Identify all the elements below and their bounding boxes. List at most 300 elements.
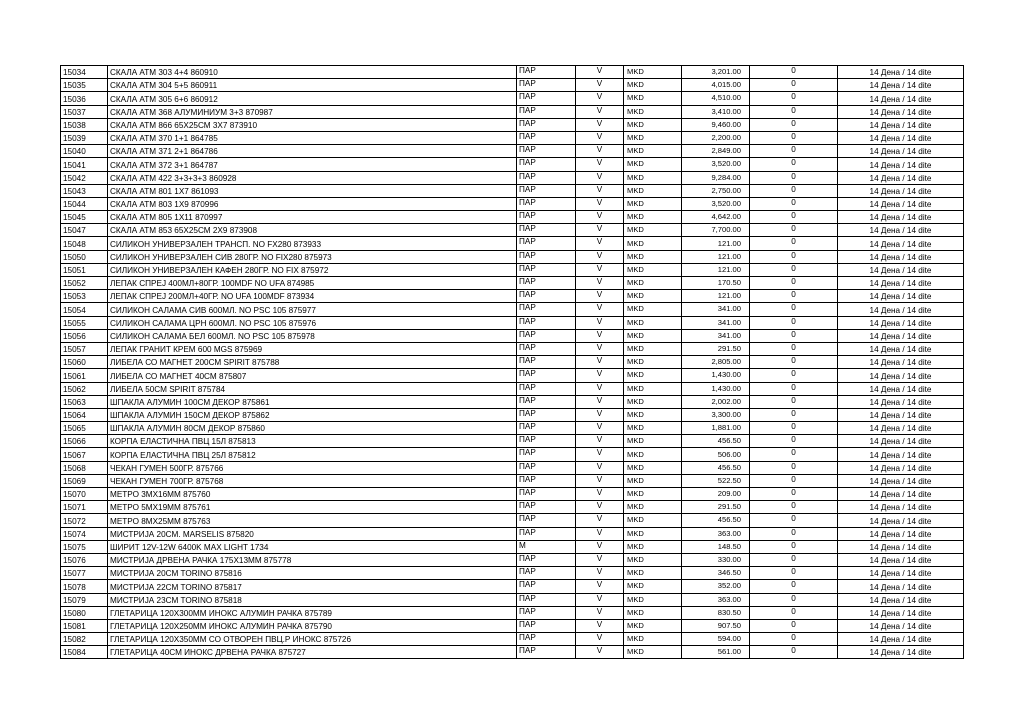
item-name-cell: ШПАКЛА АЛУМИН 100СМ ДЕКОР 875861 xyxy=(108,395,517,408)
item-name-cell: ЛЕПАК СПРЕЈ 200МЛ+40ГР. NO UFA 100MDF 873934 xyxy=(108,290,517,303)
delivery-term-cell: 14 Дена / 14 dite xyxy=(838,606,964,619)
item-name-cell: СКАЛА АТМ 853 65Х25СМ 2Х9 873908 xyxy=(108,224,517,237)
vat-mark-cell: V xyxy=(576,408,624,421)
item-name-cell: СИЛИКОН САЛАМА ЦРН 600МЛ. NO PSC 105 875976 xyxy=(108,316,517,329)
currency-cell: MKD xyxy=(624,197,682,210)
vat-mark-cell: V xyxy=(576,619,624,632)
price-cell: 561.00 xyxy=(682,646,750,659)
delivery-term-cell: 14 Дена / 14 dite xyxy=(838,408,964,421)
table-row xyxy=(61,527,964,540)
unit-cell: ПАР xyxy=(517,619,576,632)
item-name-cell: СКАЛА АТМ 371 2+1 864786 xyxy=(108,145,517,158)
item-name-cell: СКАЛА АТМ 801 1Х7 861093 xyxy=(108,184,517,197)
price-cell: 121.00 xyxy=(682,237,750,250)
price-cell: 594.00 xyxy=(682,633,750,646)
unit-cell: ПАР xyxy=(517,567,576,580)
item-name-cell: СКАЛА АТМ 370 1+1 864785 xyxy=(108,131,517,144)
vat-mark-cell: V xyxy=(576,171,624,184)
price-cell: 341.00 xyxy=(682,303,750,316)
quantity-cell: 0 xyxy=(750,158,838,171)
item-code-cell: 15079 xyxy=(61,593,108,606)
currency-cell: MKD xyxy=(624,356,682,369)
delivery-term-cell: 14 Дена / 14 dite xyxy=(838,356,964,369)
price-cell: 1,881.00 xyxy=(682,422,750,435)
item-code-cell: 15075 xyxy=(61,540,108,553)
price-cell: 506.00 xyxy=(682,448,750,461)
price-cell: 3,520.00 xyxy=(682,197,750,210)
item-name-cell: ГЛЕТАРИЦА 120Х250ММ ИНОКС АЛУМИН РАЧКА 875790 xyxy=(108,619,517,632)
table-row xyxy=(61,237,964,250)
unit-cell: ПАР xyxy=(517,382,576,395)
item-name-cell: ШПАКЛА АЛУМИН 80СМ ДЕКОР 875860 xyxy=(108,422,517,435)
vat-mark-cell: V xyxy=(576,224,624,237)
item-code-cell: 15072 xyxy=(61,514,108,527)
table-row xyxy=(61,408,964,421)
item-code-cell: 15066 xyxy=(61,435,108,448)
item-code-cell: 15061 xyxy=(61,369,108,382)
delivery-term-cell: 14 Дена / 14 dite xyxy=(838,92,964,105)
vat-mark-cell: V xyxy=(576,158,624,171)
currency-cell: MKD xyxy=(624,92,682,105)
unit-cell: ПАР xyxy=(517,211,576,224)
unit-cell: ПАР xyxy=(517,395,576,408)
item-code-cell: 15045 xyxy=(61,211,108,224)
quantity-cell: 0 xyxy=(750,184,838,197)
quantity-cell: 0 xyxy=(750,382,838,395)
vat-mark-cell: V xyxy=(576,448,624,461)
price-cell: 1,430.00 xyxy=(682,382,750,395)
price-cell: 121.00 xyxy=(682,290,750,303)
item-code-cell: 15084 xyxy=(61,646,108,659)
currency-cell: MKD xyxy=(624,263,682,276)
item-name-cell: ЛИБЕЛА СО МАГНЕТ 40СМ 875807 xyxy=(108,369,517,382)
price-cell: 209.00 xyxy=(682,488,750,501)
item-code-cell: 15071 xyxy=(61,501,108,514)
unit-cell: ПАР xyxy=(517,580,576,593)
table-row xyxy=(61,633,964,646)
table-row xyxy=(61,619,964,632)
item-name-cell: СКАЛА АТМ 422 3+3+3+3 860928 xyxy=(108,171,517,184)
unit-cell: ПАР xyxy=(517,79,576,92)
unit-cell: ПАР xyxy=(517,488,576,501)
vat-mark-cell: V xyxy=(576,290,624,303)
table-row xyxy=(61,382,964,395)
delivery-term-cell: 14 Дена / 14 dite xyxy=(838,646,964,659)
price-cell: 4,642.00 xyxy=(682,211,750,224)
price-cell: 1,430.00 xyxy=(682,369,750,382)
table-row xyxy=(61,79,964,92)
table-row xyxy=(61,646,964,659)
currency-cell: MKD xyxy=(624,303,682,316)
item-code-cell: 15035 xyxy=(61,79,108,92)
currency-cell: MKD xyxy=(624,422,682,435)
item-code-cell: 15074 xyxy=(61,527,108,540)
quantity-cell: 0 xyxy=(750,79,838,92)
price-cell: 341.00 xyxy=(682,316,750,329)
vat-mark-cell: V xyxy=(576,395,624,408)
price-cell: 330.00 xyxy=(682,553,750,566)
delivery-term-cell: 14 Дена / 14 dite xyxy=(838,197,964,210)
currency-cell: MKD xyxy=(624,224,682,237)
currency-cell: MKD xyxy=(624,540,682,553)
currency-cell: MKD xyxy=(624,646,682,659)
unit-cell: М xyxy=(517,540,576,553)
item-code-cell: 15056 xyxy=(61,329,108,342)
unit-cell: ПАР xyxy=(517,461,576,474)
item-name-cell: СКАЛА АТМ 305 6+6 860912 xyxy=(108,92,517,105)
delivery-term-cell: 14 Дена / 14 dite xyxy=(838,448,964,461)
unit-cell: ПАР xyxy=(517,237,576,250)
currency-cell: MKD xyxy=(624,633,682,646)
delivery-term-cell: 14 Дена / 14 dite xyxy=(838,633,964,646)
currency-cell: MKD xyxy=(624,553,682,566)
delivery-term-cell: 14 Дена / 14 dite xyxy=(838,395,964,408)
quantity-cell: 0 xyxy=(750,145,838,158)
price-cell: 3,410.00 xyxy=(682,105,750,118)
vat-mark-cell: V xyxy=(576,316,624,329)
item-name-cell: СИЛИКОН УНИВЕРЗАЛЕН СИВ 280ГР. NO FIX280 875973 xyxy=(108,250,517,263)
price-cell: 2,805.00 xyxy=(682,356,750,369)
delivery-term-cell: 14 Дена / 14 dite xyxy=(838,211,964,224)
item-code-cell: 15052 xyxy=(61,277,108,290)
quantity-cell: 0 xyxy=(750,277,838,290)
vat-mark-cell: V xyxy=(576,66,624,79)
price-cell: 4,015.00 xyxy=(682,79,750,92)
price-cell: 830.50 xyxy=(682,606,750,619)
unit-cell: ПАР xyxy=(517,356,576,369)
quantity-cell: 0 xyxy=(750,501,838,514)
currency-cell: MKD xyxy=(624,290,682,303)
quantity-cell: 0 xyxy=(750,606,838,619)
table-row xyxy=(61,250,964,263)
quantity-cell: 0 xyxy=(750,408,838,421)
unit-cell: ПАР xyxy=(517,633,576,646)
quantity-cell: 0 xyxy=(750,197,838,210)
delivery-term-cell: 14 Дена / 14 dite xyxy=(838,514,964,527)
vat-mark-cell: V xyxy=(576,382,624,395)
currency-cell: MKD xyxy=(624,171,682,184)
delivery-term-cell: 14 Дена / 14 dite xyxy=(838,250,964,263)
unit-cell: ПАР xyxy=(517,527,576,540)
currency-cell: MKD xyxy=(624,316,682,329)
delivery-term-cell: 14 Дена / 14 dite xyxy=(838,488,964,501)
delivery-term-cell: 14 Дена / 14 dite xyxy=(838,342,964,355)
delivery-term-cell: 14 Дена / 14 dite xyxy=(838,422,964,435)
item-name-cell: ЛЕПАК ГРАНИТ КРЕМ 600 MGS 875969 xyxy=(108,342,517,355)
table-row xyxy=(61,197,964,210)
item-code-cell: 15080 xyxy=(61,606,108,619)
delivery-term-cell: 14 Дена / 14 dite xyxy=(838,501,964,514)
unit-cell: ПАР xyxy=(517,514,576,527)
delivery-term-cell: 14 Дена / 14 dite xyxy=(838,171,964,184)
price-cell: 3,520.00 xyxy=(682,158,750,171)
currency-cell: MKD xyxy=(624,514,682,527)
table-row xyxy=(61,501,964,514)
price-cell: 2,200.00 xyxy=(682,131,750,144)
quantity-cell: 0 xyxy=(750,461,838,474)
vat-mark-cell: V xyxy=(576,263,624,276)
currency-cell: MKD xyxy=(624,580,682,593)
delivery-term-cell: 14 Дена / 14 dite xyxy=(838,369,964,382)
currency-cell: MKD xyxy=(624,66,682,79)
item-name-cell: СКАЛА АТМ 372 3+1 864787 xyxy=(108,158,517,171)
delivery-term-cell: 14 Дена / 14 dite xyxy=(838,593,964,606)
price-cell: 170.50 xyxy=(682,277,750,290)
currency-cell: MKD xyxy=(624,329,682,342)
price-cell: 9,460.00 xyxy=(682,118,750,131)
currency-cell: MKD xyxy=(624,79,682,92)
unit-cell: ПАР xyxy=(517,92,576,105)
delivery-term-cell: 14 Дена / 14 dite xyxy=(838,118,964,131)
currency-cell: MKD xyxy=(624,369,682,382)
item-name-cell: ЧЕКАН ГУМЕН 700ГР. 875768 xyxy=(108,474,517,487)
vat-mark-cell: V xyxy=(576,250,624,263)
table-row xyxy=(61,303,964,316)
item-name-cell: СКАЛА АТМ 805 1Х11 870997 xyxy=(108,211,517,224)
table-row xyxy=(61,395,964,408)
vat-mark-cell: V xyxy=(576,606,624,619)
item-name-cell: ШПАКЛА АЛУМИН 150СМ ДЕКОР 875862 xyxy=(108,408,517,421)
delivery-term-cell: 14 Дена / 14 dite xyxy=(838,66,964,79)
quantity-cell: 0 xyxy=(750,369,838,382)
delivery-term-cell: 14 Дена / 14 dite xyxy=(838,303,964,316)
vat-mark-cell: V xyxy=(576,593,624,606)
unit-cell: ПАР xyxy=(517,145,576,158)
item-code-cell: 15076 xyxy=(61,553,108,566)
quantity-cell: 0 xyxy=(750,474,838,487)
unit-cell: ПАР xyxy=(517,501,576,514)
vat-mark-cell: V xyxy=(576,105,624,118)
price-cell: 148.50 xyxy=(682,540,750,553)
item-code-cell: 15036 xyxy=(61,92,108,105)
unit-cell: ПАР xyxy=(517,263,576,276)
vat-mark-cell: V xyxy=(576,145,624,158)
quantity-cell: 0 xyxy=(750,619,838,632)
table-row xyxy=(61,435,964,448)
item-code-cell: 15067 xyxy=(61,448,108,461)
delivery-term-cell: 14 Дена / 14 dite xyxy=(838,290,964,303)
quantity-cell: 0 xyxy=(750,448,838,461)
price-cell: 121.00 xyxy=(682,250,750,263)
item-name-cell: МИСТРИЈА 22СМ TORINO 875817 xyxy=(108,580,517,593)
vat-mark-cell: V xyxy=(576,474,624,487)
delivery-term-cell: 14 Дена / 14 dite xyxy=(838,277,964,290)
currency-cell: MKD xyxy=(624,619,682,632)
item-code-cell: 15043 xyxy=(61,184,108,197)
item-name-cell: ГЛЕТАРИЦА 120Х350ММ СО ОТВОРЕН ПВЦ.Р ИНОКС 875726 xyxy=(108,633,517,646)
unit-cell: ПАР xyxy=(517,553,576,566)
unit-cell: ПАР xyxy=(517,250,576,263)
unit-cell: ПАР xyxy=(517,105,576,118)
delivery-term-cell: 14 Дена / 14 dite xyxy=(838,474,964,487)
quantity-cell: 0 xyxy=(750,118,838,131)
delivery-term-cell: 14 Дена / 14 dite xyxy=(838,329,964,342)
table-row xyxy=(61,329,964,342)
unit-cell: ПАР xyxy=(517,316,576,329)
price-cell: 341.00 xyxy=(682,329,750,342)
quantity-cell: 0 xyxy=(750,66,838,79)
delivery-term-cell: 14 Дена / 14 dite xyxy=(838,553,964,566)
item-code-cell: 15040 xyxy=(61,145,108,158)
currency-cell: MKD xyxy=(624,408,682,421)
quantity-cell: 0 xyxy=(750,395,838,408)
quantity-cell: 0 xyxy=(750,92,838,105)
currency-cell: MKD xyxy=(624,250,682,263)
table-row xyxy=(61,606,964,619)
item-name-cell: СКАЛА АТМ 303 4+4 860910 xyxy=(108,66,517,79)
delivery-term-cell: 14 Дена / 14 dite xyxy=(838,158,964,171)
quantity-cell: 0 xyxy=(750,422,838,435)
currency-cell: MKD xyxy=(624,461,682,474)
table-row xyxy=(61,356,964,369)
table-row xyxy=(61,224,964,237)
table-row xyxy=(61,474,964,487)
unit-cell: ПАР xyxy=(517,448,576,461)
table-row xyxy=(61,118,964,131)
item-name-cell: СКАЛА АТМ 866 65Х25СМ 3Х7 873910 xyxy=(108,118,517,131)
table-row xyxy=(61,105,964,118)
item-name-cell: ШИРИТ 12V-12W 6400K MAX LIGHT 1734 xyxy=(108,540,517,553)
table-body xyxy=(61,66,964,659)
currency-cell: MKD xyxy=(624,382,682,395)
unit-cell: ПАР xyxy=(517,277,576,290)
item-code-cell: 15070 xyxy=(61,488,108,501)
item-code-cell: 15051 xyxy=(61,263,108,276)
item-code-cell: 15034 xyxy=(61,66,108,79)
currency-cell: MKD xyxy=(624,105,682,118)
table-row xyxy=(61,580,964,593)
item-code-cell: 15068 xyxy=(61,461,108,474)
vat-mark-cell: V xyxy=(576,277,624,290)
item-code-cell: 15039 xyxy=(61,131,108,144)
quantity-cell: 0 xyxy=(750,435,838,448)
table-row xyxy=(61,567,964,580)
unit-cell: ПАР xyxy=(517,408,576,421)
currency-cell: MKD xyxy=(624,131,682,144)
delivery-term-cell: 14 Дена / 14 dite xyxy=(838,316,964,329)
item-code-cell: 15055 xyxy=(61,316,108,329)
delivery-term-cell: 14 Дена / 14 dite xyxy=(838,224,964,237)
quantity-cell: 0 xyxy=(750,329,838,342)
table-row xyxy=(61,211,964,224)
currency-cell: MKD xyxy=(624,158,682,171)
unit-cell: ПАР xyxy=(517,342,576,355)
item-code-cell: 15047 xyxy=(61,224,108,237)
delivery-term-cell: 14 Дена / 14 dite xyxy=(838,567,964,580)
vat-mark-cell: V xyxy=(576,488,624,501)
currency-cell: MKD xyxy=(624,527,682,540)
delivery-term-cell: 14 Дена / 14 dite xyxy=(838,105,964,118)
quantity-cell: 0 xyxy=(750,540,838,553)
vat-mark-cell: V xyxy=(576,79,624,92)
item-code-cell: 15041 xyxy=(61,158,108,171)
quantity-cell: 0 xyxy=(750,290,838,303)
unit-cell: ПАР xyxy=(517,422,576,435)
currency-cell: MKD xyxy=(624,277,682,290)
price-cell: 7,700.00 xyxy=(682,224,750,237)
table-row xyxy=(61,92,964,105)
table-row xyxy=(61,488,964,501)
vat-mark-cell: V xyxy=(576,342,624,355)
item-code-cell: 15077 xyxy=(61,567,108,580)
unit-cell: ПАР xyxy=(517,184,576,197)
table-row xyxy=(61,158,964,171)
vat-mark-cell: V xyxy=(576,461,624,474)
price-cell: 2,849.00 xyxy=(682,145,750,158)
quantity-cell: 0 xyxy=(750,211,838,224)
quantity-cell: 0 xyxy=(750,303,838,316)
quantity-cell: 0 xyxy=(750,250,838,263)
table-row xyxy=(61,369,964,382)
item-name-cell: ГЛЕТАРИЦА 120Х300ММ ИНОКС АЛУМИН РАЧКА 875789 xyxy=(108,606,517,619)
item-name-cell: МИСТРИЈА 20СМ. MARSELIS 875820 xyxy=(108,527,517,540)
unit-cell: ПАР xyxy=(517,197,576,210)
item-name-cell: МИСТРИЈА 23СМ TORINO 875818 xyxy=(108,593,517,606)
table-row xyxy=(61,316,964,329)
vat-mark-cell: V xyxy=(576,435,624,448)
vat-mark-cell: V xyxy=(576,92,624,105)
delivery-term-cell: 14 Дена / 14 dite xyxy=(838,184,964,197)
quantity-cell: 0 xyxy=(750,356,838,369)
delivery-term-cell: 14 Дена / 14 dite xyxy=(838,540,964,553)
currency-cell: MKD xyxy=(624,488,682,501)
table-row xyxy=(61,514,964,527)
currency-cell: MKD xyxy=(624,606,682,619)
vat-mark-cell: V xyxy=(576,237,624,250)
quantity-cell: 0 xyxy=(750,224,838,237)
currency-cell: MKD xyxy=(624,342,682,355)
item-name-cell: ЧЕКАН ГУМЕН 500ГР. 875766 xyxy=(108,461,517,474)
price-cell: 456.50 xyxy=(682,461,750,474)
table-row xyxy=(61,540,964,553)
quantity-cell: 0 xyxy=(750,646,838,659)
currency-cell: MKD xyxy=(624,145,682,158)
price-cell: 4,510.00 xyxy=(682,92,750,105)
currency-cell: MKD xyxy=(624,237,682,250)
vat-mark-cell: V xyxy=(576,633,624,646)
item-name-cell: КОРПА ЕЛАСТИЧНА ПВЦ 15Л 875813 xyxy=(108,435,517,448)
vat-mark-cell: V xyxy=(576,303,624,316)
quantity-cell: 0 xyxy=(750,105,838,118)
quantity-cell: 0 xyxy=(750,580,838,593)
vat-mark-cell: V xyxy=(576,567,624,580)
quantity-cell: 0 xyxy=(750,316,838,329)
vat-mark-cell: V xyxy=(576,184,624,197)
price-cell: 2,002.00 xyxy=(682,395,750,408)
price-cell: 456.50 xyxy=(682,435,750,448)
price-cell: 3,300.00 xyxy=(682,408,750,421)
currency-cell: MKD xyxy=(624,395,682,408)
currency-cell: MKD xyxy=(624,211,682,224)
item-name-cell: СКАЛА АТМ 304 5+5 860911 xyxy=(108,79,517,92)
item-code-cell: 15037 xyxy=(61,105,108,118)
price-cell: 9,284.00 xyxy=(682,171,750,184)
vat-mark-cell: V xyxy=(576,422,624,435)
currency-cell: MKD xyxy=(624,501,682,514)
vat-mark-cell: V xyxy=(576,118,624,131)
delivery-term-cell: 14 Дена / 14 dite xyxy=(838,619,964,632)
table-row xyxy=(61,553,964,566)
currency-cell: MKD xyxy=(624,474,682,487)
delivery-term-cell: 14 Дена / 14 dite xyxy=(838,145,964,158)
unit-cell: ПАР xyxy=(517,303,576,316)
price-list-table xyxy=(60,65,964,659)
unit-cell: ПАР xyxy=(517,131,576,144)
item-name-cell: ГЛЕТАРИЦА 40СМ ИНОКС ДРВЕНА РАЧКА 875727 xyxy=(108,646,517,659)
unit-cell: ПАР xyxy=(517,118,576,131)
vat-mark-cell: V xyxy=(576,329,624,342)
vat-mark-cell: V xyxy=(576,514,624,527)
